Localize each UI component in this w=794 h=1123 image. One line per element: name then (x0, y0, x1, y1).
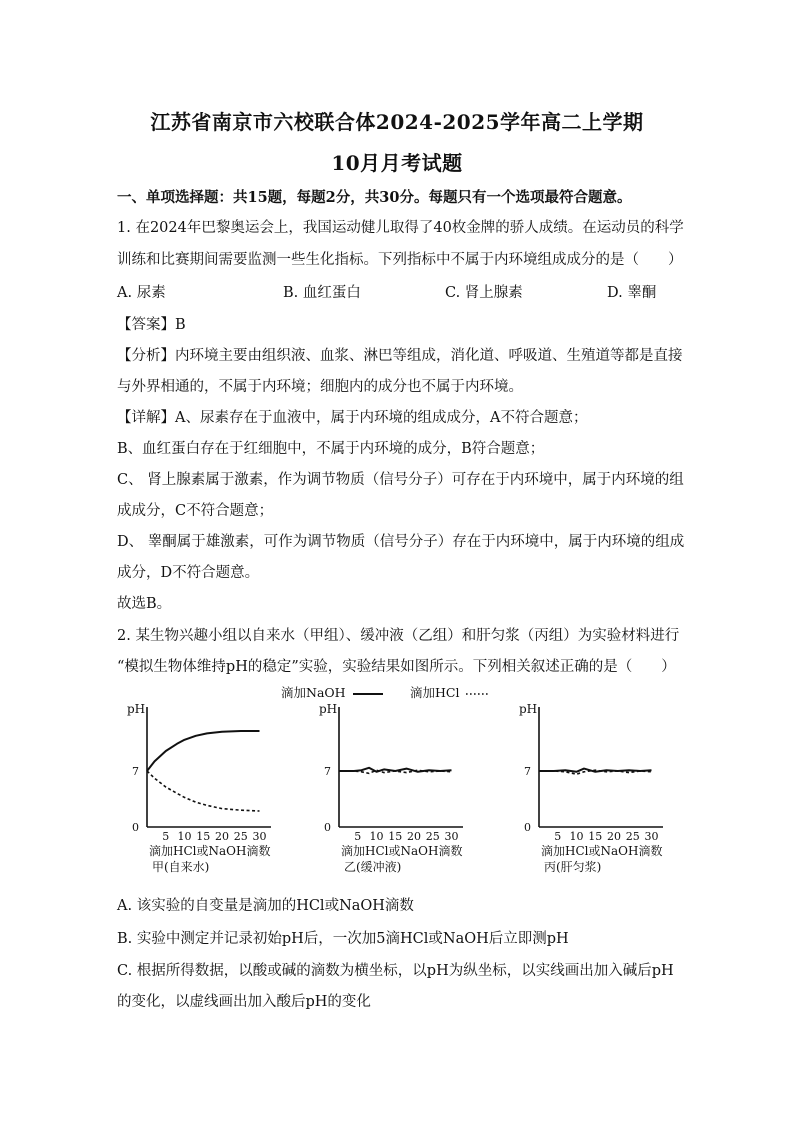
chart-caption: 乙(缓冲液) (344, 860, 402, 874)
q1-analysis-line2: 与外界相通的，不属于内环境；细胞内的成分也不属于内环境。 (117, 379, 523, 395)
legend-naoh-label: 滴加NaOH (281, 685, 346, 700)
chart-buffer (312, 700, 487, 885)
legend-hcl-label: 滴加HCl (410, 685, 460, 700)
q1-detail-line5: D、 睾酮属于雄激素，可作为调节物质（信号分子）存在于内环境中，属于内环境的组成 (117, 534, 685, 550)
x-tick-label: 20 (607, 830, 621, 843)
q2-option-c-line1: C. 根据所得数据，以酸或碱的滴数为横坐标，以pH为纵坐标，以实线画出加入碱后pH (117, 963, 674, 979)
y-tick-label: 0 (524, 821, 531, 834)
q1-stem-line1: 1. 在2024年巴黎奥运会上，我国运动健儿取得了40枚金牌的骄人成绩。在运动员的科学 (117, 220, 684, 236)
y-tick-label: 0 (324, 821, 331, 834)
y-tick-label: 7 (324, 765, 331, 778)
q2-option-a: A. 该实验的自变量是滴加的HCl或NaOH滴数 (117, 898, 414, 914)
series-naoh-line (147, 731, 260, 771)
y-tick-label: 7 (132, 765, 139, 778)
q2-option-b: B. 实验中测定并记录初始pH后，一次加5滴HCl或NaOH后立即测pH (117, 931, 569, 947)
x-tick-label: 15 (388, 830, 403, 843)
q2-stem-line2: “模拟生物体维持pH的稳定”实验，实验结果如图所示。下列相关叙述正确的是（ ） (117, 659, 676, 675)
x-axis-label: 滴加HCl或NaOH滴数 (149, 844, 271, 858)
y-tick-label: 0 (132, 821, 139, 834)
q1-answer: 【答案】B (117, 317, 186, 333)
legend-solid-line-sample (352, 691, 384, 697)
y-axis-label: pH (519, 702, 538, 716)
x-tick-label: 5 (354, 830, 362, 843)
series-hcl-line (147, 771, 260, 811)
q1-option-a: A. 尿素 (117, 285, 166, 301)
chart-caption: 甲(自来水) (152, 860, 210, 874)
x-tick-label: 5 (554, 830, 562, 843)
x-tick-label: 15 (588, 830, 603, 843)
x-axis-label: 滴加HCl或NaOH滴数 (541, 844, 663, 858)
y-tick-label: 7 (524, 765, 531, 778)
q1-detail-line4: 成成分，C不符合题意； (117, 503, 274, 519)
q1-stem-line2: 训练和比赛期间需要监测一些生化指标。下列指标中不属于内环境组成成分的是（ ） (117, 252, 683, 268)
legend-naoh (281, 683, 384, 701)
q1-option-b: B. 血红蛋白 (283, 285, 361, 301)
exam-title-line1: 江苏省南京市六校联合体2024-2025学年高二上学期 (150, 110, 644, 134)
x-tick-label: 10 (569, 830, 584, 843)
exam-title-line2: 10月月考试题 (331, 151, 463, 175)
q1-detail-line3: C、 肾上腺素属于激素，作为调节物质（信号分子）可存在于内环境中，属于内环境的组 (117, 472, 684, 488)
x-tick-label: 10 (177, 830, 192, 843)
x-tick-label: 30 (252, 830, 267, 843)
x-tick-label: 25 (625, 830, 640, 843)
y-axis-label: pH (319, 702, 338, 716)
q1-detail-line1: 【详解】A、尿素存在于血液中，属于内环境的组成成分，A不符合题意； (117, 410, 588, 426)
q1-conclusion: 故选B。 (117, 596, 172, 612)
chart-tap-water (120, 700, 295, 885)
x-tick-label: 10 (369, 830, 384, 843)
legend-hcl (410, 683, 491, 701)
legend-dotted-line-sample (465, 691, 491, 697)
q1-analysis-line1: 【分析】内环境主要由组织液、血浆、淋巴等组成，消化道、呼吸道、生殖道等都是直接 (117, 348, 683, 364)
q2-option-c-line2: 的变化，以虚线画出加入酸后pH的变化 (117, 994, 371, 1010)
y-axis-label: pH (127, 702, 146, 716)
q1-detail-line2: B、血红蛋白存在于红细胞中，不属于内环境的成分，B符合题意； (117, 441, 545, 457)
chart-caption: 丙(肝匀浆) (544, 860, 602, 874)
q1-detail-line6: 成分，D不符合题意。 (117, 565, 260, 581)
x-tick-label: 20 (407, 830, 421, 843)
chart-liver-homogenate (512, 700, 687, 885)
x-tick-label: 30 (444, 830, 459, 843)
x-tick-label: 30 (644, 830, 659, 843)
x-axis-label: 滴加HCl或NaOH滴数 (341, 844, 463, 858)
x-tick-label: 25 (233, 830, 248, 843)
x-tick-label: 5 (162, 830, 170, 843)
q1-option-c: C. 肾上腺素 (445, 285, 523, 301)
x-tick-label: 15 (196, 830, 211, 843)
section-heading: 一、单项选择题：共15题，每题2分，共30分。每题只有一个选项最符合题意。 (117, 189, 632, 206)
q1-option-d: D. 睾酮 (607, 285, 657, 301)
q2-stem-line1: 2. 某生物兴趣小组以自来水（甲组）、缓冲液（乙组）和肝匀浆（丙组）为实验材料进行 (117, 628, 680, 644)
x-tick-label: 20 (215, 830, 229, 843)
x-tick-label: 25 (425, 830, 440, 843)
